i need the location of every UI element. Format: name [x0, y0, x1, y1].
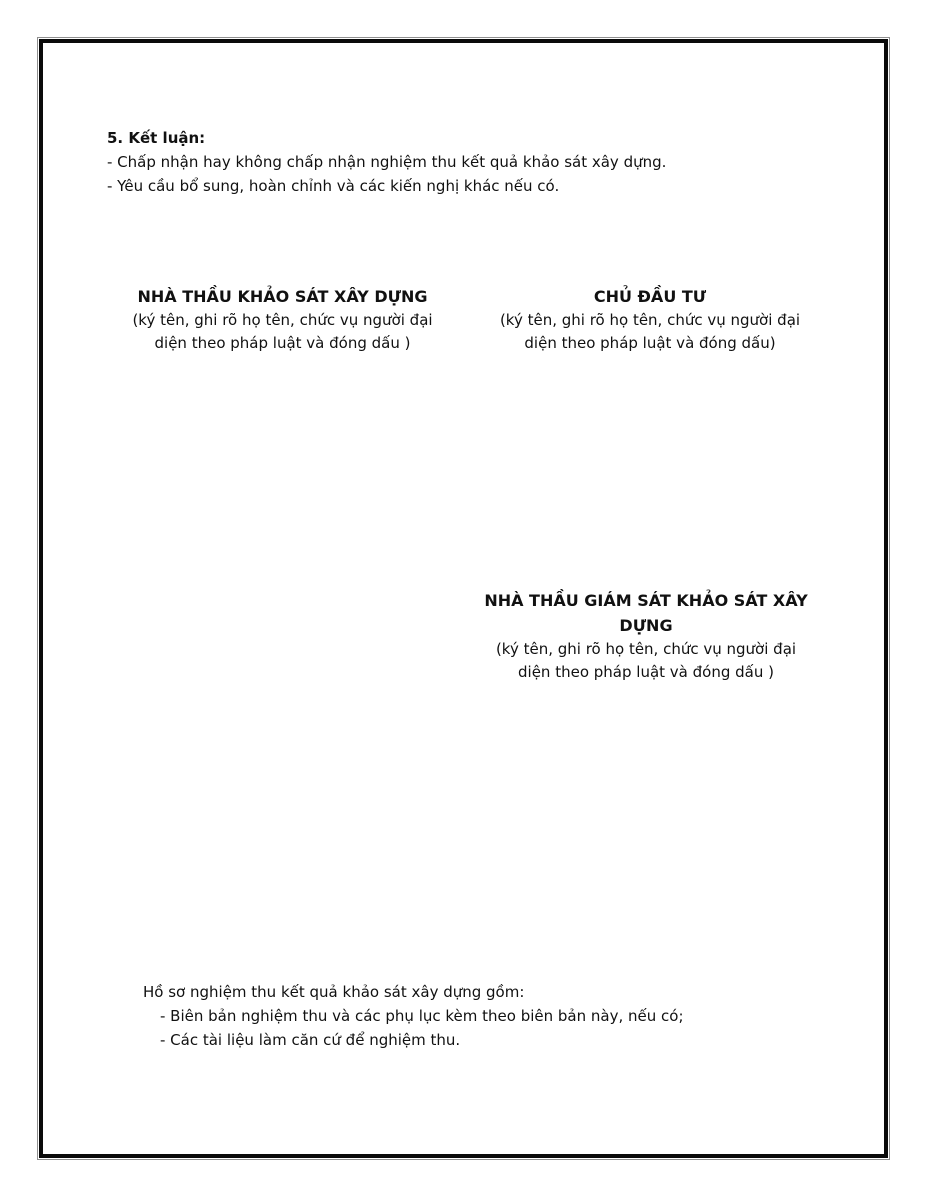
dossier-section	[143, 980, 823, 1052]
supervisor-title: NHÀ THẦU GIÁM SÁT KHẢO SÁT XÂY DỰNG	[484, 591, 808, 635]
conclusion-section	[107, 126, 767, 198]
conclusion-item: - Chấp nhận hay không chấp nhận nghiệm thu kết quả khảo sát xây dựng.	[107, 153, 667, 171]
contractor-title: NHÀ THẦU KHẢO SÁT XÂY DỰNG	[137, 287, 428, 306]
investor-note-line2: diện theo pháp luật và đóng dấu)	[524, 334, 776, 352]
conclusion-item: - Yêu cầu bổ sung, hoàn chỉnh và các kiến nghị khác nếu có.	[107, 177, 560, 195]
dossier-item: - Biên bản nghiệm thu và các phụ lục kèm theo biên bản này, nếu có;	[160, 1007, 684, 1025]
dossier-item: - Các tài liệu làm căn cứ để nghiệm thu.	[160, 1031, 461, 1049]
signature-block-investor	[465, 285, 835, 355]
investor-title: CHỦ ĐẦU TƯ	[593, 287, 707, 306]
signature-block-supervisor	[466, 588, 826, 684]
investor-note-line1: (ký tên, ghi rõ họ tên, chức vụ người đại	[499, 311, 801, 329]
contractor-note-line2: diện theo pháp luật và đóng dấu )	[154, 334, 411, 352]
conclusion-heading: 5. Kết luận:	[107, 129, 206, 147]
supervisor-note-line1: (ký tên, ghi rõ họ tên, chức vụ người đại	[495, 640, 797, 658]
supervisor-note-line2: diện theo pháp luật và đóng dấu )	[518, 663, 774, 681]
contractor-note-line1: (ký tên, ghi rõ họ tên, chức vụ người đại	[132, 311, 433, 329]
dossier-items	[160, 1004, 823, 1052]
dossier-heading: Hồ sơ nghiệm thu kết quả khảo sát xây dựng gồm:	[143, 983, 525, 1001]
signature-block-contractor	[95, 285, 470, 355]
